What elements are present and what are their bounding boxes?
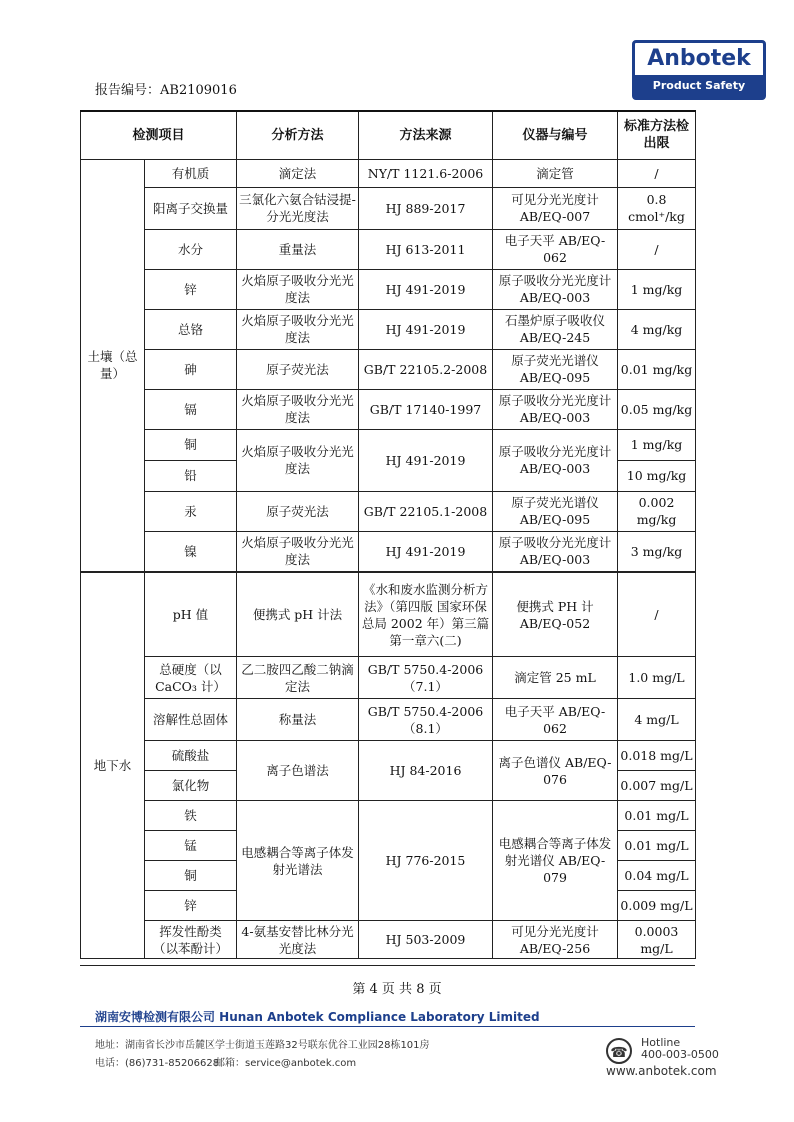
cell-item: 水分 — [145, 229, 237, 269]
cell-instrument: 滴定管 25 mL — [493, 657, 618, 699]
header-source: 方法来源 — [359, 111, 493, 159]
cell-method: 火焰原子吸收分光光度法 — [237, 429, 359, 491]
header-method: 分析方法 — [237, 111, 359, 159]
cell-source: HJ 889-2017 — [359, 187, 493, 229]
footer-email: 邮箱：service@anbotek.com — [215, 1058, 357, 1069]
cell-method: 乙二胺四乙酸二钠滴定法 — [237, 657, 359, 699]
cell-limit: 1 mg/kg — [618, 269, 696, 309]
table-row — [81, 159, 696, 187]
footer-contact — [95, 1054, 357, 1069]
cell-source: GB/T 5750.4-2006（7.1） — [359, 657, 493, 699]
cell-limit: 0.01 mg/L — [618, 801, 696, 831]
cell-source: HJ 491-2019 — [359, 429, 493, 491]
cell-method: 原子荧光法 — [237, 349, 359, 389]
cell-method: 火焰原子吸收分光光度法 — [237, 309, 359, 349]
cell-item: 溶解性总固体 — [145, 699, 237, 741]
cell-source: GB/T 17140-1997 — [359, 389, 493, 429]
cell-method: 火焰原子吸收分光光度法 — [237, 531, 359, 571]
cell-item: 有机质 — [145, 159, 237, 187]
cell-limit: 0.04 mg/L — [618, 861, 696, 891]
cell-item: 镍 — [145, 531, 237, 571]
cell-item: 总硬度（以 CaCO₃ 计） — [145, 657, 237, 699]
cell-source: HJ 613-2011 — [359, 229, 493, 269]
cell-limit: 0.018 mg/L — [618, 741, 696, 771]
cell-limit: 0.0003 mg/L — [618, 921, 696, 959]
cell-source: GB/T 22105.2-2008 — [359, 349, 493, 389]
table-row — [81, 229, 696, 269]
footer-phone: 电话：(86)731-85206628 — [95, 1058, 220, 1069]
cell-item: 总铬 — [145, 309, 237, 349]
table-row — [81, 531, 696, 571]
table-row — [81, 801, 696, 831]
cell-source: HJ 491-2019 — [359, 531, 493, 571]
cell-source: 《水和废水监测分析方法》（第四版 国家环保总局 2002 年）第三篇第一章六(二) — [359, 573, 493, 657]
hotline-block — [606, 1036, 736, 1080]
cell-item: 汞 — [145, 491, 237, 531]
table-row — [81, 309, 696, 349]
cell-method: 火焰原子吸收分光光度法 — [237, 389, 359, 429]
cell-instrument: 滴定管 — [493, 159, 618, 187]
cell-item: 锌 — [145, 269, 237, 309]
cell-instrument: 可见分光光度计 AB/EQ-256 — [493, 921, 618, 959]
cell-item: 锌 — [145, 891, 237, 921]
anbotek-logo — [632, 40, 766, 100]
table-row — [81, 429, 696, 460]
table-row — [81, 573, 696, 657]
cell-source: HJ 84-2016 — [359, 741, 493, 801]
cell-limit: 10 mg/kg — [618, 460, 696, 491]
cell-instrument: 电子天平 AB/EQ-062 — [493, 699, 618, 741]
table-row — [81, 349, 696, 389]
cell-item: 铁 — [145, 801, 237, 831]
cell-instrument: 原子吸收分光光度计 AB/EQ-003 — [493, 531, 618, 571]
cell-limit: 4 mg/kg — [618, 309, 696, 349]
cell-limit: 0.007 mg/L — [618, 771, 696, 801]
page-number: 第 4 页 共 8 页 — [352, 982, 442, 997]
logo-tagline: Product Safety — [635, 75, 763, 97]
cell-limit: 0.009 mg/L — [618, 891, 696, 921]
cell-source: GB/T 5750.4-2006（8.1） — [359, 699, 493, 741]
cell-method: 滴定法 — [237, 159, 359, 187]
cell-source: NY/T 1121.6-2006 — [359, 159, 493, 187]
cell-limit: / — [618, 573, 696, 657]
cell-instrument: 电子天平 AB/EQ-062 — [493, 229, 618, 269]
cell-source: HJ 776-2015 — [359, 801, 493, 921]
cell-source: HJ 491-2019 — [359, 269, 493, 309]
cell-item: 锰 — [145, 831, 237, 861]
table-row — [81, 491, 696, 531]
website-link[interactable]: www.anbotek.com — [606, 1064, 717, 1078]
hotline-number: 400-003-0500 — [641, 1048, 719, 1061]
groundwater-table — [80, 572, 696, 959]
cell-item: 挥发性酚类（以苯酚计） — [145, 921, 237, 959]
table-row — [81, 657, 696, 699]
test-method-table — [80, 110, 696, 572]
cell-limit: 1.0 mg/L — [618, 657, 696, 699]
table-bottom-rule — [80, 965, 695, 966]
cell-source: HJ 491-2019 — [359, 309, 493, 349]
cell-item: 铅 — [145, 460, 237, 491]
cell-method: 电感耦合等离子体发射光谱法 — [237, 801, 359, 921]
cell-method: 便携式 pH 计法 — [237, 573, 359, 657]
hotline-label: Hotline — [641, 1036, 681, 1049]
cell-instrument: 原子荧光光谱仪 AB/EQ-095 — [493, 491, 618, 531]
cell-item: 铜 — [145, 861, 237, 891]
footer-divider — [80, 1026, 695, 1027]
cell-instrument: 原子吸收分光光度计 AB/EQ-003 — [493, 429, 618, 491]
cell-source: HJ 503-2009 — [359, 921, 493, 959]
cell-limit: 1 mg/kg — [618, 429, 696, 460]
cell-instrument: 便携式 PH 计 AB/EQ-052 — [493, 573, 618, 657]
cell-item: 阳离子交换量 — [145, 187, 237, 229]
cell-method: 原子荧光法 — [237, 491, 359, 531]
cell-method: 称量法 — [237, 699, 359, 741]
header-instrument: 仪器与编号 — [493, 111, 618, 159]
cell-source: GB/T 22105.1-2008 — [359, 491, 493, 531]
cell-instrument: 原子吸收分光光度计 AB/EQ-003 — [493, 269, 618, 309]
table-row — [81, 699, 696, 741]
cell-limit: / — [618, 229, 696, 269]
cell-limit: 4 mg/L — [618, 699, 696, 741]
cell-instrument: 原子荧光光谱仪 AB/EQ-095 — [493, 349, 618, 389]
cell-method: 重量法 — [237, 229, 359, 269]
footer-company: 湖南安博检测有限公司 Hunan Anbotek Compliance Laboratory Limited — [95, 1010, 540, 1024]
table-header-row — [81, 111, 696, 159]
cell-limit: 0.05 mg/kg — [618, 389, 696, 429]
cell-method: 离子色谱法 — [237, 741, 359, 801]
cell-limit: 3 mg/kg — [618, 531, 696, 571]
table-row — [81, 921, 696, 959]
cell-item: pH 值 — [145, 573, 237, 657]
cell-limit: 0.01 mg/kg — [618, 349, 696, 389]
cell-method: 三氯化六氨合钴浸提-分光光度法 — [237, 187, 359, 229]
footer-address: 地址：湖南省长沙市岳麓区学士街道玉莲路32号联东优谷工业园28栋101房 — [95, 1040, 430, 1051]
cell-limit: / — [618, 159, 696, 187]
report-number: 报告编号：AB2109016 — [95, 83, 237, 98]
logo-name: Anbotek — [647, 46, 751, 71]
category-soil: 土壤（总量） — [81, 159, 145, 571]
cell-method: 4-氨基安替比林分光光度法 — [237, 921, 359, 959]
table-row — [81, 187, 696, 229]
table-row — [81, 389, 696, 429]
cell-instrument: 原子吸收分光光度计 AB/EQ-003 — [493, 389, 618, 429]
category-groundwater: 地下水 — [81, 573, 145, 959]
table-row — [81, 269, 696, 309]
cell-limit: 0.002 mg/kg — [618, 491, 696, 531]
cell-method: 火焰原子吸收分光光度法 — [237, 269, 359, 309]
cell-instrument: 电感耦合等离子体发射光谱仪 AB/EQ-079 — [493, 801, 618, 921]
cell-instrument: 石墨炉原子吸收仪 AB/EQ-245 — [493, 309, 618, 349]
cell-item: 硫酸盐 — [145, 741, 237, 771]
cell-item: 铜 — [145, 429, 237, 460]
cell-item: 砷 — [145, 349, 237, 389]
table-row — [81, 741, 696, 771]
phone-icon: ☎ — [606, 1038, 632, 1064]
cell-limit: 0.8 cmol⁺/kg — [618, 187, 696, 229]
header-item: 检测项目 — [81, 111, 237, 159]
cell-limit: 0.01 mg/L — [618, 831, 696, 861]
cell-item: 镉 — [145, 389, 237, 429]
header-limit: 标准方法检出限 — [618, 111, 696, 159]
cell-instrument: 离子色谱仪 AB/EQ-076 — [493, 741, 618, 801]
cell-item: 氯化物 — [145, 771, 237, 801]
cell-instrument: 可见分光光度计 AB/EQ-007 — [493, 187, 618, 229]
